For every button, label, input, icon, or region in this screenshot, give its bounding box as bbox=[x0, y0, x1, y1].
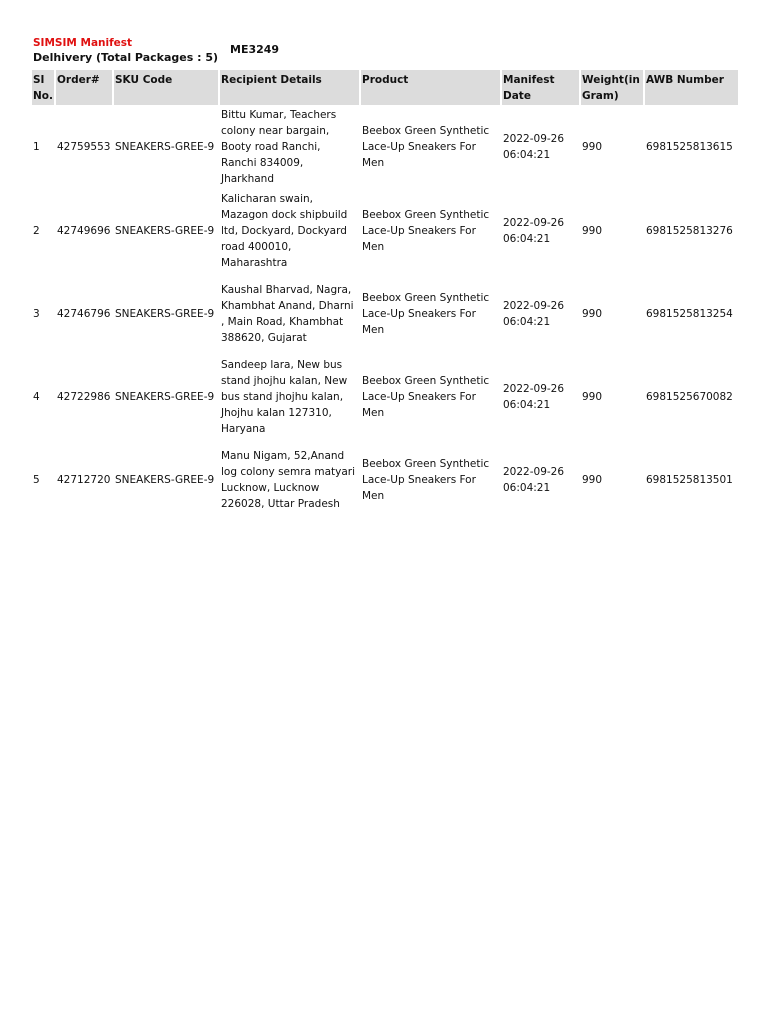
cell-awb-number: 6981525813615 bbox=[646, 141, 733, 153]
table-row bbox=[32, 189, 738, 273]
cell-si-no: 5 bbox=[33, 474, 40, 486]
table-header-row bbox=[32, 70, 738, 105]
cell-si-no: 4 bbox=[33, 391, 40, 403]
cell-product: Beebox Green Synthetic Lace-Up Sneakers For Men bbox=[362, 458, 490, 502]
cell-weight: 990 bbox=[582, 225, 603, 237]
cell-awb-number: 6981525813276 bbox=[646, 225, 733, 237]
cell-recipient-details: Bittu Kumar, Teachers colony near bargain, Booty road Ranchi, Ranchi 834009, Jharkhand bbox=[221, 109, 337, 185]
cell-order-number: 42722986 bbox=[57, 391, 111, 403]
cell-recipient-details: Kaushal Bharvad, Nagra, Khambhat Anand, Dharni , Main Road, Khambhat 388620, Gujarat bbox=[221, 284, 354, 344]
cell-order-number: 42749696 bbox=[57, 225, 111, 237]
cell-order-number: 42712720 bbox=[57, 474, 111, 486]
cell-sku-code: SNEAKERS-GREE-9 bbox=[115, 141, 215, 153]
cell-product: Beebox Green Synthetic Lace-Up Sneakers For Men bbox=[362, 292, 490, 336]
cell-awb-number: 6981525670082 bbox=[646, 391, 733, 403]
cell-manifest-date: 2022-09-26 06:04:21 bbox=[503, 466, 565, 494]
cell-weight: 990 bbox=[582, 391, 603, 403]
manifest-header bbox=[33, 36, 733, 65]
cell-order-number: 42759553 bbox=[57, 141, 111, 153]
cell-order-number: 42746796 bbox=[57, 308, 111, 320]
cell-manifest-date: 2022-09-26 06:04:21 bbox=[503, 217, 565, 245]
column-header-product: Product bbox=[361, 70, 500, 105]
column-header-sku-code: SKU Code bbox=[114, 70, 218, 105]
column-header-si-no: SI No. bbox=[32, 70, 54, 105]
cell-recipient-details: Manu Nigam, 52,Anand log colony semra matyari Lucknow, Lucknow 226028, Uttar Pradesh bbox=[221, 450, 355, 510]
cell-manifest-date: 2022-09-26 06:04:21 bbox=[503, 133, 565, 161]
cell-si-no: 3 bbox=[33, 308, 40, 320]
table-row bbox=[32, 273, 738, 355]
cell-sku-code: SNEAKERS-GREE-9 bbox=[115, 391, 215, 403]
cell-weight: 990 bbox=[582, 308, 603, 320]
table-row bbox=[32, 105, 738, 189]
cell-si-no: 2 bbox=[33, 225, 40, 237]
cell-manifest-date: 2022-09-26 06:04:21 bbox=[503, 300, 565, 328]
cell-recipient-details: Sandeep lara, New bus stand jhojhu kalan, New bus stand jhojhu kalan, Jhojhu kalan 127310, Haryana bbox=[221, 359, 348, 435]
manifest-id: ME3249 bbox=[230, 43, 280, 56]
cell-product: Beebox Green Synthetic Lace-Up Sneakers For Men bbox=[362, 375, 490, 419]
column-header-awb-number: AWB Number bbox=[645, 70, 738, 105]
cell-weight: 990 bbox=[582, 141, 603, 153]
cell-product: Beebox Green Synthetic Lace-Up Sneakers For Men bbox=[362, 209, 490, 253]
cell-sku-code: SNEAKERS-GREE-9 bbox=[115, 308, 215, 320]
column-header-weight: Weight(in Gram) bbox=[581, 70, 643, 105]
table-row bbox=[32, 355, 738, 439]
cell-awb-number: 6981525813254 bbox=[646, 308, 733, 320]
cell-manifest-date: 2022-09-26 06:04:21 bbox=[503, 383, 565, 411]
cell-awb-number: 6981525813501 bbox=[646, 474, 733, 486]
courier-summary: Delhivery (Total Packages : 5) bbox=[33, 51, 218, 64]
column-header-recipient-details: Recipient Details bbox=[220, 70, 359, 105]
cell-recipient-details: Kalicharan swain, Mazagon dock shipbuild ltd, Dockyard, Dockyard road 400010, Maharashtra bbox=[221, 193, 348, 269]
column-header-manifest-date: Manifest Date bbox=[502, 70, 579, 105]
column-header-order: Order# bbox=[56, 70, 112, 105]
manifest-table bbox=[30, 70, 740, 521]
table-row bbox=[32, 439, 738, 521]
cell-sku-code: SNEAKERS-GREE-9 bbox=[115, 225, 215, 237]
cell-product: Beebox Green Synthetic Lace-Up Sneakers For Men bbox=[362, 125, 490, 169]
brand-title: SIMSIM Manifest bbox=[33, 37, 133, 49]
cell-weight: 990 bbox=[582, 474, 603, 486]
cell-si-no: 1 bbox=[33, 141, 40, 153]
cell-sku-code: SNEAKERS-GREE-9 bbox=[115, 474, 215, 486]
